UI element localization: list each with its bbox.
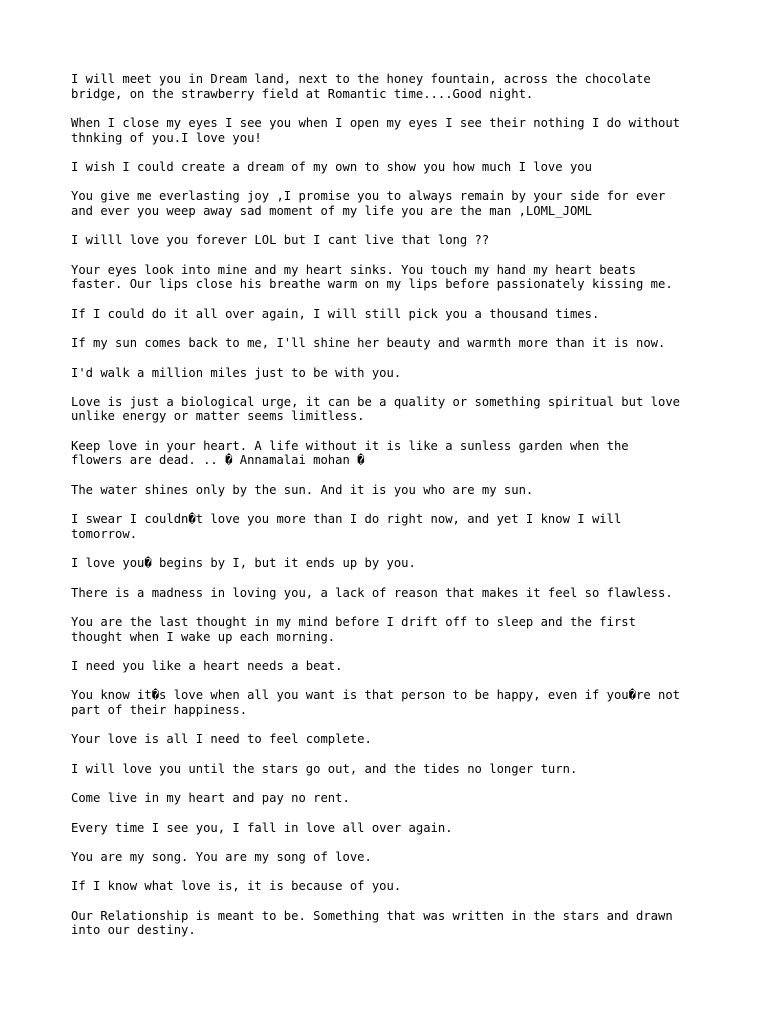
paragraph: You give me everlasting joy ,I promise you to always remain by your side for ever and ever you weep away sad moment of my life you are the man ,LOML_JOML (71, 189, 666, 218)
paragraph: Your love is all I need to feel complete. (71, 732, 372, 747)
paragraph: I will meet you in Dream land, next to the honey fountain, across the chocolate bridge, on the strawberry field at Romantic time....Good night. (71, 72, 651, 101)
paragraph: You are the last thought in my mind before I drift off to sleep and the first thought when I wake up each morning. (71, 615, 636, 644)
paragraph: I will love you until the stars go out, and the tides no longer turn. (71, 761, 578, 776)
paragraph: If my sun comes back to me, I'll shine her beauty and warmth more than it is now. (71, 336, 666, 351)
paragraph: If I know what love is, it is because of you. (71, 879, 402, 894)
paragraph: Our Relationship is meant to be. Something that was written in the stars and drawn into our destiny. (71, 908, 673, 938)
document-body (71, 72, 711, 953)
paragraph: When I close my eyes I see you when I open my eyes I see their nothing I do without thnking of you.I love you! (71, 115, 681, 145)
paragraph: Every time I see you, I fall in love all over again. (71, 820, 453, 835)
paragraph: You are my song. You are my song of love. (71, 849, 372, 864)
paragraph: I swear I couldn�t love you more than I do right now, and yet I know I will tomorrow. (71, 512, 622, 541)
paragraph: There is a madness in loving you, a lack of reason that makes it feel so flawless. (71, 585, 673, 600)
paragraph: I willl love you forever LOL but I cant live that long ?? (71, 233, 490, 248)
paragraph: Love is just a biological urge, it can be a quality or something spiritual but love unlike energy or matter seems limitless. (71, 394, 681, 424)
paragraph: I love you� begins by I, but it ends up by you. (71, 556, 416, 571)
paragraph: I need you like a heart needs a beat. (71, 659, 343, 673)
paragraph: The water shines only by the sun. And it is you who are my sun. (71, 482, 534, 497)
paragraph: Your eyes look into mine and my heart sinks. You touch my hand my heart beats faster. Our lips close his breathe warm on my lips before passionately kissing me. (71, 262, 673, 292)
paragraph: I'd walk a million miles just to be with you. (71, 365, 402, 380)
paragraph: If I could do it all over again, I will still pick you a thousand times. (71, 306, 600, 321)
paragraph: I wish I could create a dream of my own to show you how much I love you (71, 159, 592, 174)
paragraph: Keep love in your heart. A life without it is like a sunless garden when the flowers are dead. .. � Annamalai mohan � (71, 438, 629, 468)
paragraph: You know it�s love when all you want is that person to be happy, even if you�re not part of their happiness. (71, 688, 681, 717)
paragraph: Come live in my heart and pay no rent. (71, 791, 350, 806)
